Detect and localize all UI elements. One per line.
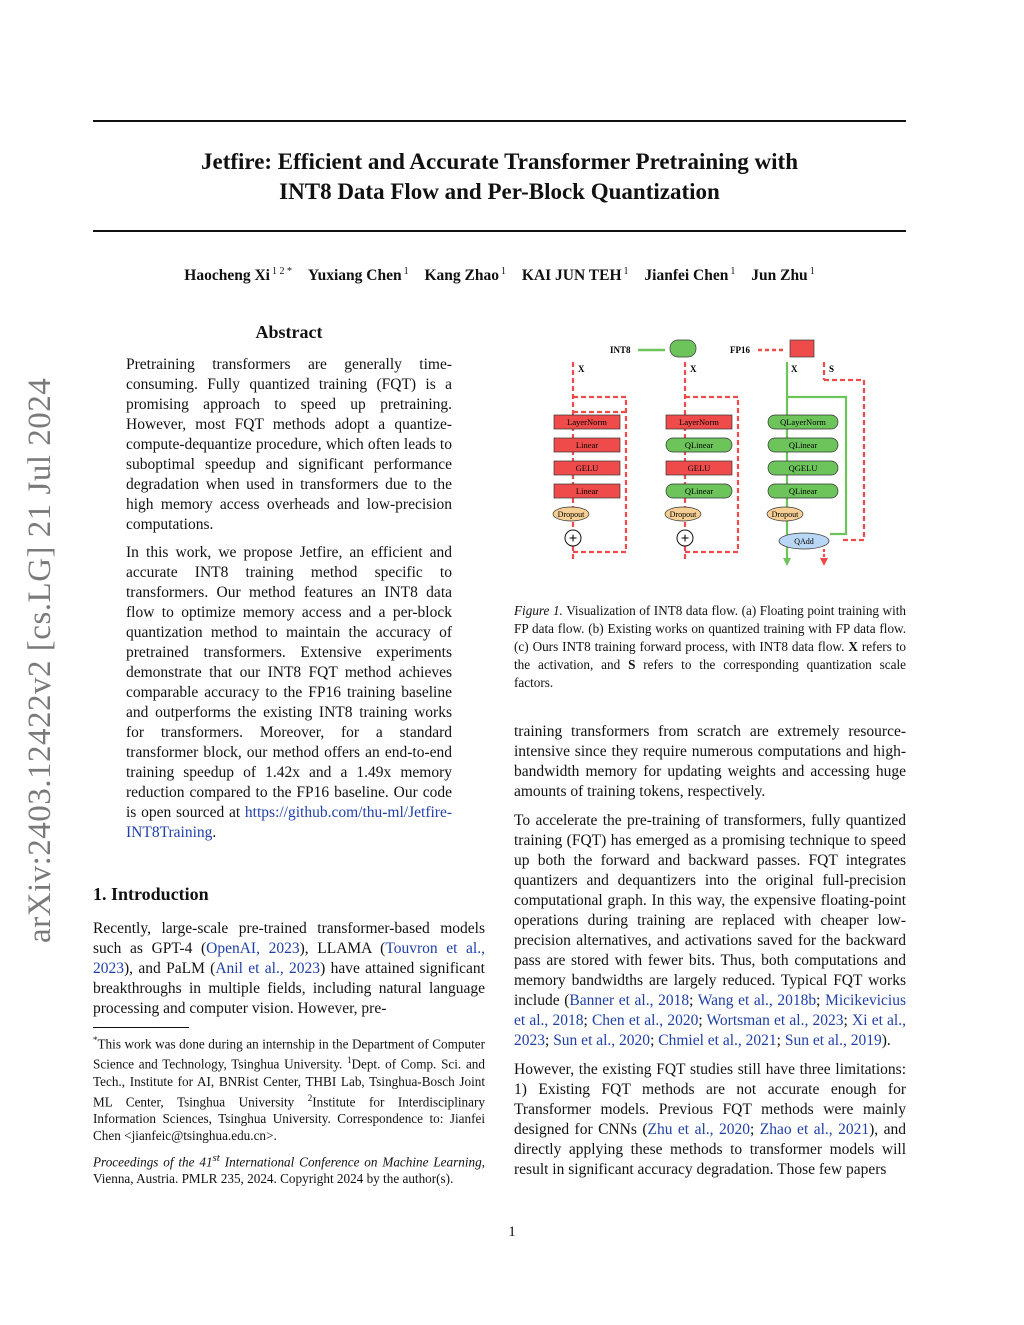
column-a-fp-flow	[553, 362, 626, 562]
figure-caption: Figure 1. Visualization of INT8 data flow. (a) Floating point training with FP data flow. (b) Existing works on quantized training with FP data flow. (c) Ours INT8 training forward process, with INT8 data flow. X refers to the activation, and S refers to the corresponding quantization scale factors.	[514, 603, 907, 690]
col-c-x-label: X	[791, 364, 798, 374]
citation-link[interactable]: Anil et al., 2023	[215, 960, 321, 977]
citation-link[interactable]: Banner et al., 2018	[569, 992, 690, 1009]
column-b-quantized-fp-flow	[665, 362, 738, 562]
footnote: *This work was done during an internship in the Department of Computer Science and Technology, Tsinghua University. $^1$Dept. of Comp. Sci. and Tech., Institute for AI, BNRist Center, THBI Lab, Tsinghua-Bosch Joint ML Center, Tsinghua University $^2$Institute for Interdisciplinary Information Sciences, Tsinghua University. Correspondence to: Jianfei Chen <jianfeic@tsinghua.edu.cn>.	[93, 1035, 485, 1144]
col-a-x-label: X	[578, 364, 585, 374]
legend-int8-shape	[670, 340, 696, 357]
add-node-icon: +	[568, 531, 578, 547]
citation-link[interactable]: Wang et al., 2018b	[697, 992, 817, 1009]
citation-link[interactable]: Sun et al., 2019	[784, 1032, 882, 1049]
paragraph: However, the existing FQT studies still have three limitations: 1) Existing FQT methods are not accurate enough for Transformer models. Previous FQT methods were mainly designed for CNNs (Zhu et al., 2020; Zhao et al., 2021), and directly applying these methods to transformer models will result in significant accuracy degradation. Those few papers	[514, 1061, 906, 1178]
block-qadd: QAdd	[794, 537, 814, 546]
introduction-text: Recently, large-scale pre-trained transformer-based models such as GPT-4 (OpenAI, 2023), LLAMA (Touvron et al., 2023), and PaLM (Anil et al., 2023) have attained significant breakthroughs in multiple fields, including natural language processing and computer vision. However, pre-	[93, 920, 485, 1017]
block-qgelu: QGELU	[788, 463, 818, 473]
abstract-paragraph-2: In this work, we propose Jetfire, an efficient and accurate INT8 training method specific to transformers. Our method features an INT8 data flow to optimize memory access and a per-block quantization method to maintain the accuracy of pretrained transformers. Extensive experiments demonstrate that our INT8 FQT method achieves comparable accuracy to the FP16 training baseline and outperforms the existing INT8 training works for transformers. Moreover, for a standard transformer block, our method offers an end-to-end training speedup of 1.42x and a 1.49x memory reduction compared to the FP16 baseline. Our code is open sourced at https://github.com/thu-ml/Jetfire-INT8Training.	[126, 544, 452, 841]
code-link[interactable]: https://github.com/thu-ml/Jetfire-INT8Training	[126, 804, 452, 841]
author: Yuxiang Chen $^1$	[307, 266, 409, 285]
block-linear: Linear	[575, 486, 599, 496]
right-column-text	[514, 722, 906, 1189]
block-gelu: GELU	[687, 463, 711, 473]
page-number: 1	[508, 1224, 516, 1240]
block-gelu: GELU	[575, 463, 599, 473]
author: Kang Zhao $^1$	[424, 266, 507, 285]
col-b-x-label: X	[690, 364, 697, 374]
author: Jun Zhu $^1$	[751, 266, 815, 285]
block-dropout: Dropout	[557, 510, 585, 519]
block-qlinear: QLinear	[684, 486, 714, 496]
block-qlayernorm: QLayerNorm	[780, 417, 826, 427]
block-linear: Linear	[575, 440, 599, 450]
citation-link[interactable]: Zhao et al., 2021	[759, 1121, 870, 1138]
author: Haocheng Xi $^{1 2 *}$	[184, 266, 292, 285]
block-qlinear: QLinear	[684, 440, 714, 450]
output-arrow-icon	[820, 558, 828, 566]
legend-fp16-shape	[790, 340, 814, 357]
author: Jianfei Chen $^1$	[644, 266, 736, 285]
citation-link[interactable]: Touvron et al., 2023	[93, 940, 485, 977]
author: KAI JUN TEH $^1$	[521, 266, 629, 285]
footnote-rule	[93, 1027, 189, 1028]
block-dropout: Dropout	[669, 510, 697, 519]
citation-link[interactable]: Micikevicius et al., 2018	[514, 992, 906, 1029]
figure-int8-dataflow	[540, 330, 880, 575]
block-qlinear: QLinear	[788, 440, 818, 450]
paragraph: training transformers from scratch are extremely resource-intensive since they require numerous computations and high-bandwidth memory for updating weights and accessing huge amounts of training tokens, respectively.	[514, 723, 906, 800]
title-line-2: INT8 Data Flow and Per-Block Quantization	[279, 179, 720, 204]
block-layernorm: LayerNorm	[567, 417, 607, 427]
block-dropout: Dropout	[771, 510, 799, 519]
section-heading-introduction: 1. Introduction	[93, 884, 209, 904]
legend-fp16-label: FP16	[730, 345, 750, 355]
citation-link[interactable]: Zhu et al., 2020	[647, 1121, 750, 1138]
block-qlinear: QLinear	[788, 486, 818, 496]
col-c-s-label: S	[829, 364, 835, 374]
citation-link[interactable]: Wortsman et al., 2023	[706, 1012, 844, 1029]
abstract-paragraph-1: Pretraining transformers are generally time-consuming. Fully quantized training (FQT) is a promising approach to speed up pretraining. However, most FQT methods adopt a quantize-compute-dequantize procedure, which often leads to suboptimal speedup and significant performance degradation when used in transformers due to the high memory access overheads and low-precision computations.	[126, 356, 452, 533]
output-arrow-icon	[783, 558, 791, 566]
citation-link[interactable]: Chmiel et al., 2021	[658, 1032, 777, 1049]
abstract-heading: Abstract	[255, 322, 323, 342]
top-rule	[93, 120, 906, 122]
paper-title	[93, 147, 906, 207]
paragraph: To accelerate the pre-training of transformers, fully quantized training (FQT) has emerged as a promising technique to speed up both the forward and backward passes. FQT integrates quantizers and dequantizers into the original full-precision computational graph. In this way, the expensive floating-point operations during training are replaced with cheaper low-precision alternatives, and activations saved for the backward pass are stored with fewer bits. Thus, both computations and memory bandwidths are largely reduced. Typical FQT works include (Banner et al., 2018; Wang et al., 2018b; Micikevicius et al., 2018; Chen et al., 2020; Wortsman et al., 2023; Xi et al., 2023; Sun et al., 2020; Chmiel et al., 2021; Sun et al., 2019).	[514, 812, 906, 1049]
citation-link[interactable]: Xi et al., 2023	[514, 1012, 906, 1049]
arxiv-sidebar-stamp: arXiv:2403.12422v2 [cs.LG] 21 Jul 2024	[22, 377, 58, 943]
add-node-icon: +	[680, 531, 690, 547]
title-bottom-rule	[93, 230, 906, 232]
block-layernorm: LayerNorm	[679, 417, 719, 427]
citation-link[interactable]: OpenAI, 2023	[206, 940, 300, 957]
title-line-1: Jetfire: Efficient and Accurate Transformer Pretraining with	[200, 149, 799, 174]
proceedings-note: Proceedings of the 41st International Conference on Machine Learning, Vienna, Austria. PMLR 235, 2024. Copyright 2024 by the author(s).	[93, 1152, 485, 1187]
column-c-int8-flow	[767, 362, 864, 566]
citation-link[interactable]: Chen et al., 2020	[591, 1012, 699, 1029]
author-list	[93, 266, 906, 285]
legend-int8-label: INT8	[610, 345, 631, 355]
abstract-body	[126, 355, 452, 851]
citation-link[interactable]: Sun et al., 2020	[553, 1032, 651, 1049]
